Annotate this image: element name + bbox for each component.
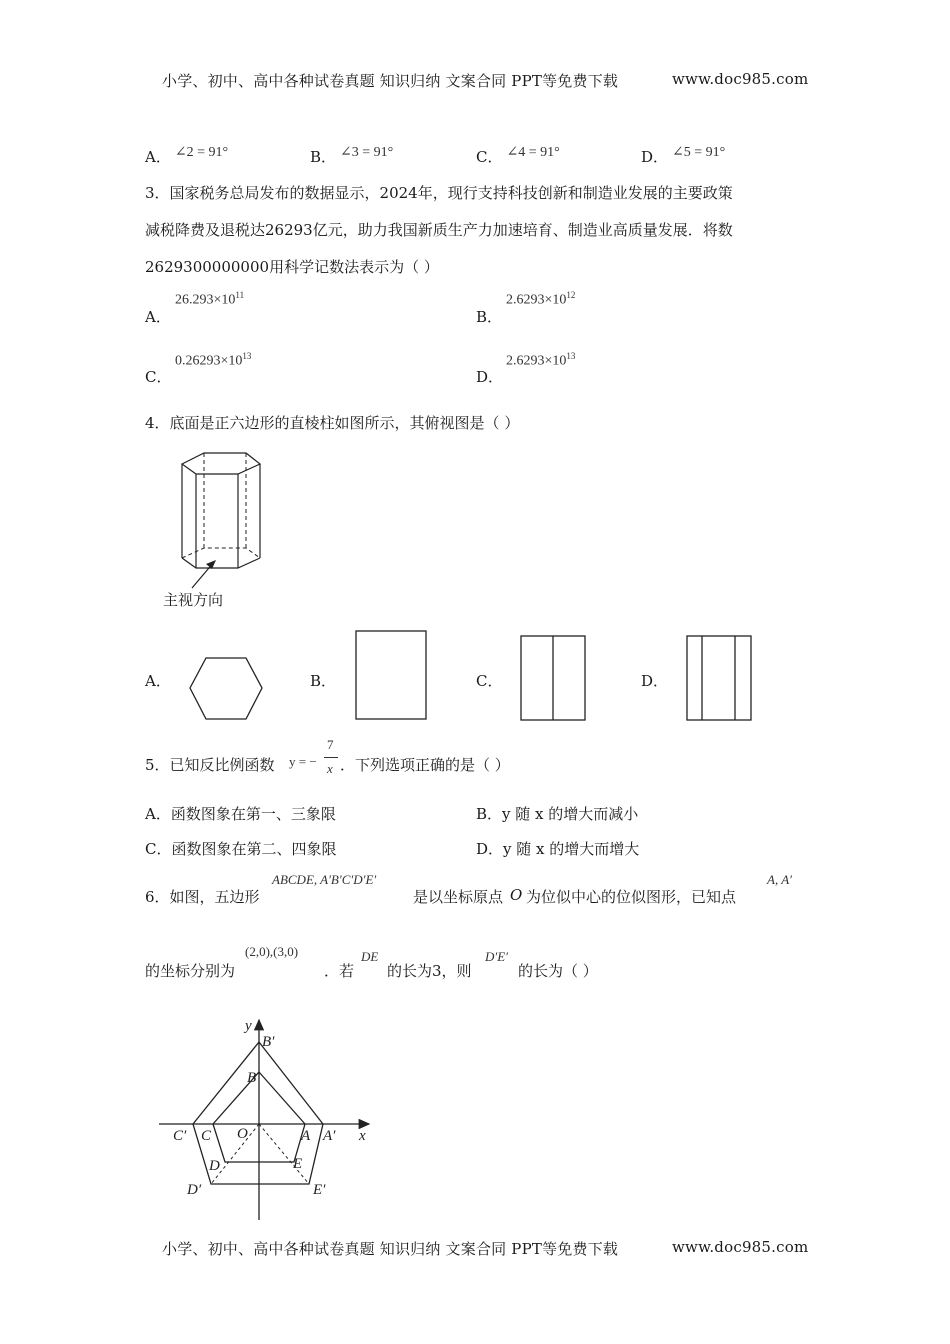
q6-stem-a: 6．如图，五边形 bbox=[145, 888, 260, 906]
label-b: B bbox=[247, 1070, 257, 1086]
q6-line2-d: 的长为（ ） bbox=[518, 962, 598, 980]
q4-option-b-rectangle bbox=[354, 629, 428, 721]
q2-option-a bbox=[145, 146, 228, 167]
label-d: D bbox=[209, 1158, 220, 1174]
label-c-prime: C′ bbox=[173, 1128, 187, 1144]
q5-fraction-bar bbox=[324, 757, 338, 758]
q6-coordinate-figure bbox=[155, 1012, 385, 1224]
label-b-prime: B′ bbox=[262, 1034, 275, 1050]
label-x: x bbox=[359, 1128, 366, 1144]
q2-option-math: ∠4 = 91° bbox=[506, 145, 560, 160]
q3-option-c-letter: C． bbox=[145, 368, 172, 386]
q3-option-a-math: $26.293\times 10^{11}$ bbox=[175, 290, 245, 308]
q5-option-d: D．y 随 x 的增大而增大 bbox=[476, 840, 640, 858]
label-e-prime: E′ bbox=[313, 1182, 326, 1198]
q3-stem-line1: 3．国家税务总局发布的数据显示，2024年，现行支持科技创新和制造业发展的主要政策 bbox=[145, 184, 733, 202]
q3-stem-line3: 2629300000000用科学记数法表示为（ ） bbox=[145, 258, 439, 276]
label-c: C bbox=[201, 1128, 212, 1144]
q6-line2-c: 的长为3，则 bbox=[387, 962, 472, 980]
q6-line2-b: ．若 bbox=[324, 962, 355, 980]
q6-stem-b: 是以坐标原点 bbox=[413, 888, 504, 906]
q4-option-d-letter: D． bbox=[641, 672, 669, 690]
q6-math-pentagons: ABCDE, A′B′C′D′E′ bbox=[272, 872, 377, 887]
q2-option-letter: D． bbox=[641, 148, 669, 166]
q6-coordinates: (2,0),(3,0) bbox=[245, 944, 299, 959]
label-o: O bbox=[237, 1126, 248, 1142]
footer-text: 小学、初中、高中各种试卷真题 知识归纳 文案合同 PPT等免费下载 bbox=[162, 1240, 619, 1258]
q3-option-a-letter: A． bbox=[145, 308, 171, 326]
q4-stem: 4．底面是正六边形的直棱柱如图所示，其俯视图是（ ） bbox=[145, 414, 520, 432]
label-a-prime: A′ bbox=[323, 1128, 336, 1144]
q3-option-c-math: $0.26293\times 10^{13}$ bbox=[175, 351, 252, 369]
q2-option-d bbox=[641, 146, 725, 167]
header-text: 小学、初中、高中各种试卷真题 知识归纳 文案合同 PPT等免费下载 bbox=[162, 72, 619, 90]
q3-option-d-math: $2.6293\times 10^{13}$ bbox=[506, 351, 576, 369]
label-d-prime: D′ bbox=[187, 1182, 202, 1198]
label-e: E bbox=[293, 1156, 303, 1172]
hexagonal-prism-figure bbox=[170, 450, 280, 600]
header-url: www.doc985.com bbox=[672, 70, 809, 88]
q2-option-math: ∠3 = 91° bbox=[340, 145, 394, 160]
q3-stem-line2: 减税降费及退税达26293亿元，助力我国新质生产力加速培育、制造业高质量发展．将数 bbox=[145, 221, 733, 239]
q6-math-points: A, A′ bbox=[767, 872, 792, 887]
q4-option-a-hexagon bbox=[188, 655, 264, 723]
q6-stem-c: 为位似中心的位似图形，已知点 bbox=[526, 888, 737, 906]
q5-function-numerator: 7 bbox=[327, 737, 334, 752]
q6-line2-a: 的坐标分别为 bbox=[145, 962, 236, 980]
q5-function-lhs: y = − bbox=[289, 754, 317, 769]
q5-stem-a: 5．已知反比例函数 bbox=[145, 756, 275, 774]
q4-option-a-letter: A． bbox=[145, 672, 171, 690]
q5-option-a: A．函数图象在第一、三象限 bbox=[145, 805, 336, 823]
q4-view-direction-label: 主视方向 bbox=[163, 591, 224, 609]
q5-function-denominator: x bbox=[327, 761, 333, 776]
q2-option-b bbox=[310, 146, 393, 167]
q4-option-c-letter: C． bbox=[476, 672, 503, 690]
footer-url: www.doc985.com bbox=[672, 1238, 809, 1256]
q6-dprime-eprime: D′E′ bbox=[485, 949, 509, 964]
q5-stem-b: ．下列选项正确的是（ ） bbox=[340, 756, 510, 774]
q6-origin-label: O bbox=[510, 886, 523, 904]
q2-option-letter: A． bbox=[145, 148, 171, 166]
q2-option-math: ∠5 = 91° bbox=[672, 145, 726, 160]
q2-option-letter: B． bbox=[310, 148, 337, 166]
label-a: A bbox=[301, 1128, 311, 1144]
q2-option-c bbox=[476, 146, 560, 167]
label-y: y bbox=[245, 1018, 252, 1034]
q2-option-letter: C． bbox=[476, 148, 503, 166]
q3-option-b-letter: B． bbox=[476, 308, 503, 326]
q4-option-d-rectangle bbox=[685, 634, 753, 722]
q2-option-math: ∠2 = 91° bbox=[174, 145, 229, 160]
q5-option-c: C．函数图象在第二、四象限 bbox=[145, 840, 337, 858]
q5-option-b: B．y 随 x 的增大而减小 bbox=[476, 805, 639, 823]
q4-option-c-rectangle bbox=[519, 634, 587, 722]
q3-option-d-letter: D． bbox=[476, 368, 504, 386]
q3-option-b-math: $2.6293\times 10^{12}$ bbox=[506, 290, 576, 308]
q6-de: DE bbox=[361, 949, 379, 964]
q4-option-b-letter: B． bbox=[310, 672, 337, 690]
